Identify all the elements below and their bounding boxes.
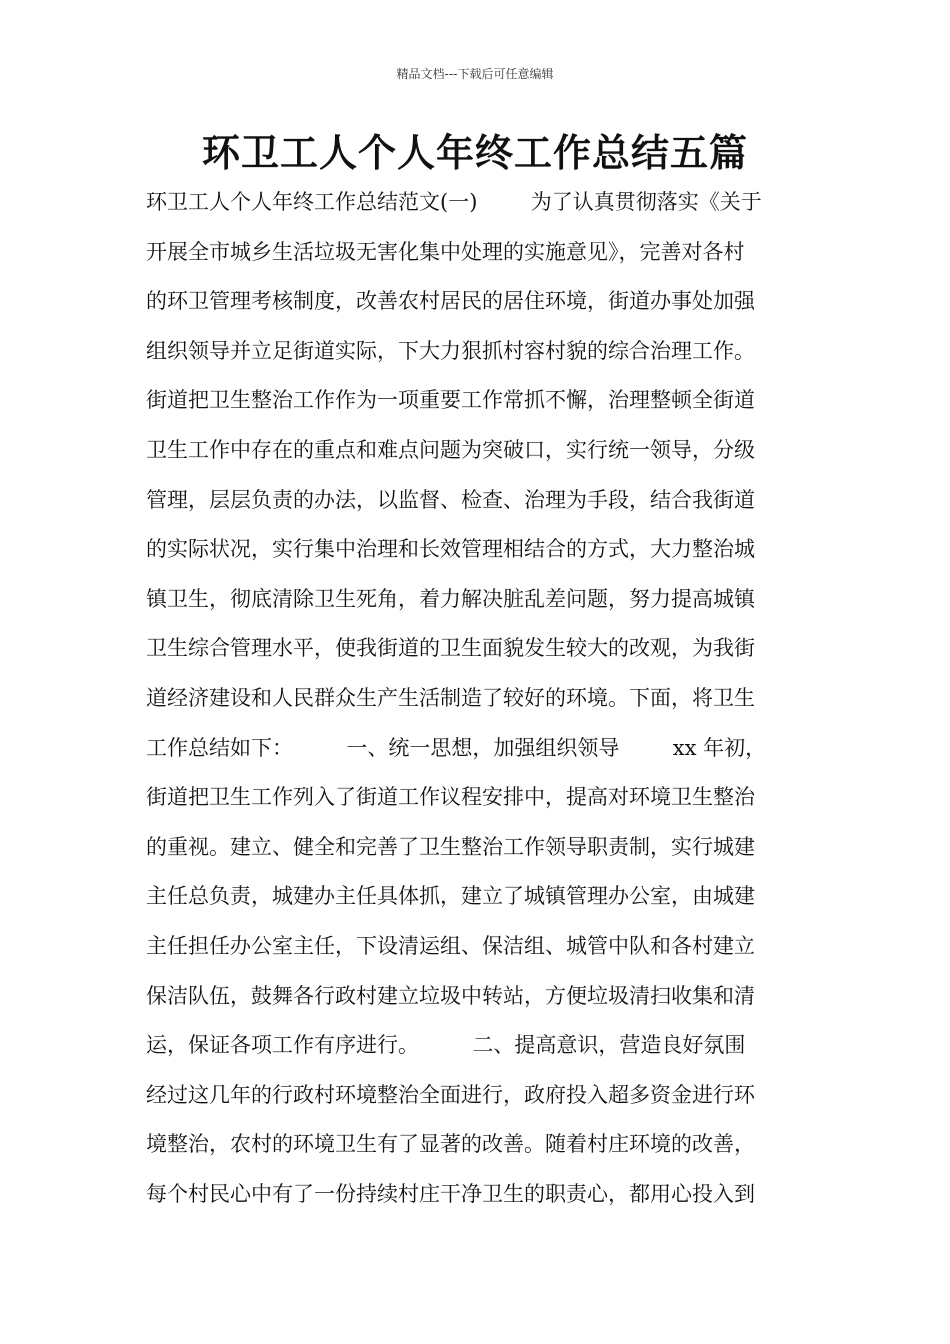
body-line: 境整治，农村的环境卫生有了显著的改善。随着村庄环境的改善， xyxy=(146,1132,755,1157)
body-line: 的重视。建立、健全和完善了卫生整治工作领导职责制，实行城建 xyxy=(146,834,755,859)
body-line: 的实际状况，实行集中治理和长效管理相结合的方式，大力整治城 xyxy=(146,537,755,562)
body-line: 运，保证各项工作有序进行。 二、提高意识，营造良好氛围 xyxy=(146,1033,746,1058)
body-line: 道经济建设和人民群众生产生活制造了较好的环境。下面，将卫生 xyxy=(146,685,755,710)
header-note: 精品文档---下载后可任意编辑 xyxy=(396,67,554,81)
body-line: 街道把卫生整治工作作为一项重要工作常抓不懈，治理整顿全街道 xyxy=(146,388,755,413)
body-line: 卫生综合管理水平，使我街道的卫生面貌发生较大的改观，为我街 xyxy=(146,636,755,661)
body-line: 经过这几年的行政村环境整治全面进行，政府投入超多资金进行环 xyxy=(146,1082,755,1107)
document-title: 环卫工人个人年终工作总结五篇 xyxy=(201,130,748,175)
body-line: 每个村民心中有了一份持续村庄干净卫生的职责心，都用心投入到 xyxy=(146,1181,755,1206)
document-body xyxy=(146,178,816,1219)
body-line: 管理，层层负责的办法，以监督、检查、治理为手段，结合我街道 xyxy=(146,487,755,512)
body-line: 工作总结如下： 一、统一思想，加强组织领导 xx 年初， xyxy=(146,735,767,760)
body-line: 开展全市城乡生活垃圾无害化集中处理的实施意见》，完善对各村 xyxy=(146,239,745,264)
body-line: 环卫工人个人年终工作总结范文(一) 为了认真贯彻落实《关于 xyxy=(146,190,762,214)
body-line: 组织领导并立足街道实际，下大力狠抓村容村貌的综合治理工作。 xyxy=(146,338,755,363)
body-line: 的环卫管理考核制度，改善农村居民的居住环境，街道办事处加强 xyxy=(146,289,755,314)
body-line: 卫生工作中存在的重点和难点问题为突破口，实行统一领导，分级 xyxy=(146,437,755,462)
body-line: 镇卫生，彻底清除卫生死角，着力解决脏乱差问题，努力提高城镇 xyxy=(146,586,755,611)
body-line: 保洁队伍，鼓舞各行政村建立垃圾中转站，方便垃圾清扫收集和清 xyxy=(146,983,755,1008)
body-line: 主任总负责，城建办主任具体抓，建立了城镇管理办公室，由城建 xyxy=(146,884,755,909)
body-line: 街道把卫生工作列入了街道工作议程安排中，提高对环境卫生整治 xyxy=(146,785,755,810)
body-line: 主任担任办公室主任，下设清运组、保洁组、城管中队和各村建立 xyxy=(146,933,755,958)
